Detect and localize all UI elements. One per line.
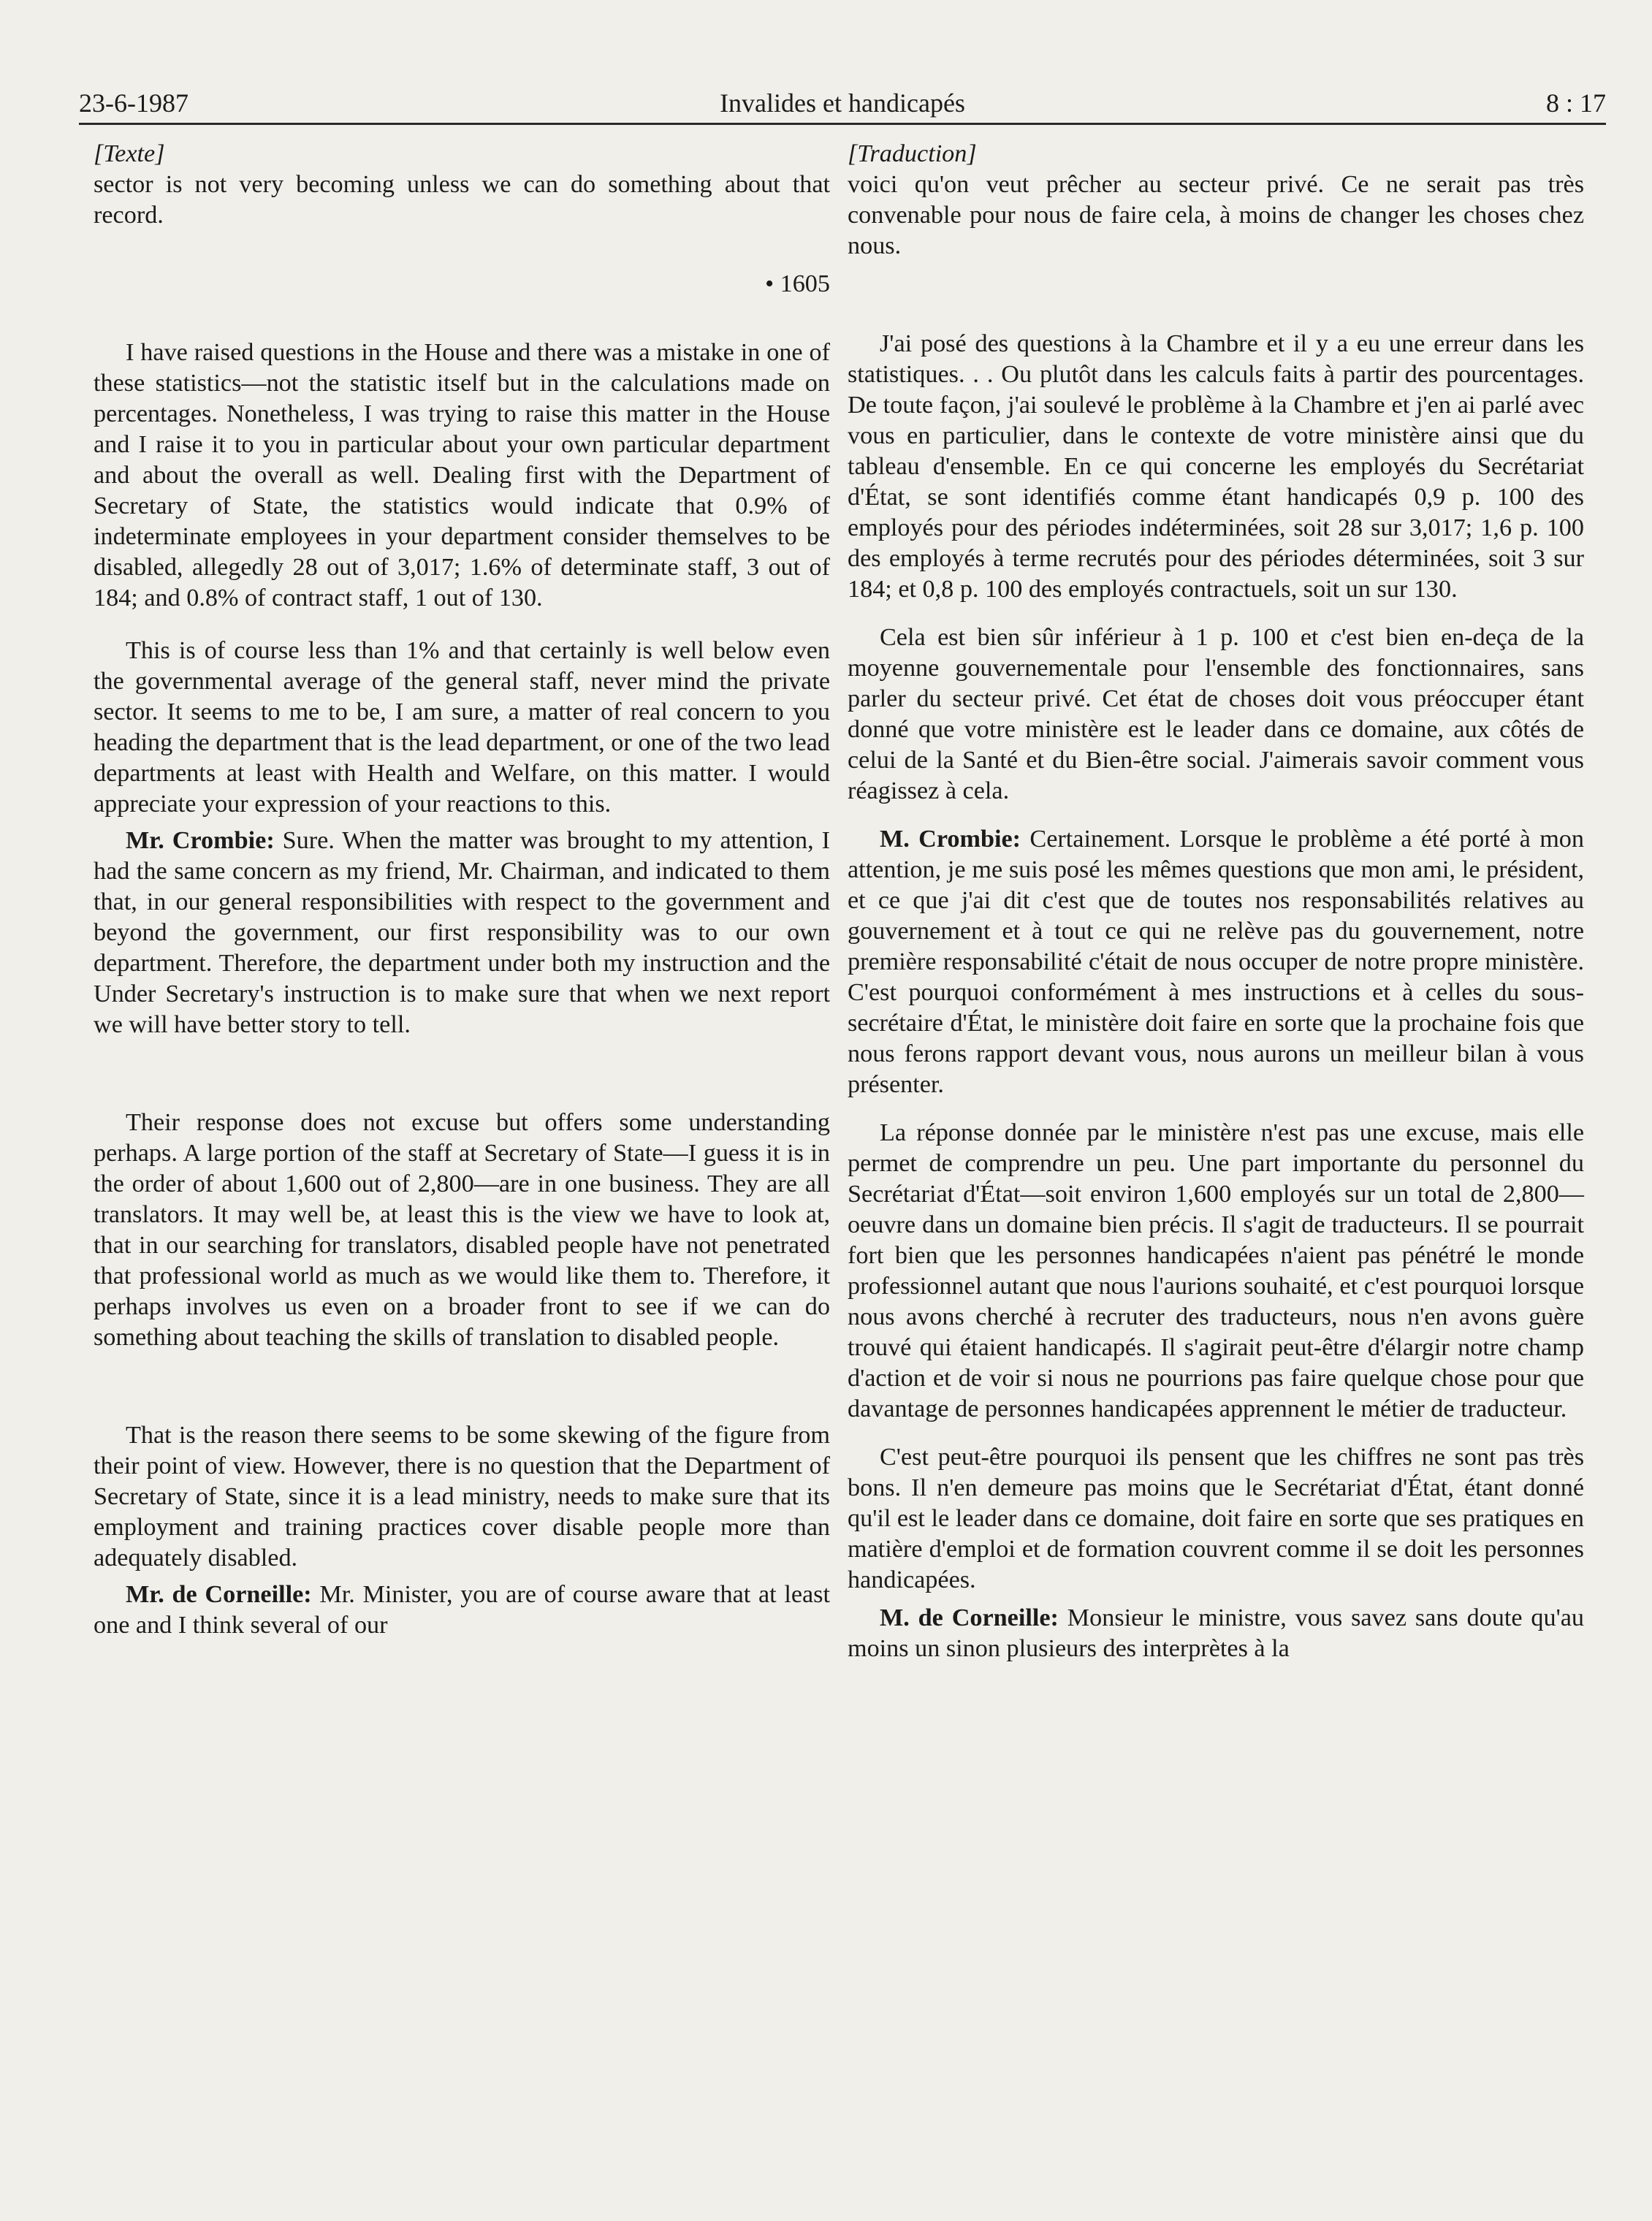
column-label-texte: [Texte] xyxy=(94,140,165,167)
speaker-paragraph xyxy=(94,1580,830,1641)
paragraph: That is the reason there seems to be some skewing of the figure from their point of view. However, there is no question that the Department of Secretary of State, since it is a lead ministry, needs to make sure that its employment and training practices cover disable people more than adequately disabled. xyxy=(94,1422,830,1572)
speaker-paragraph xyxy=(94,826,830,1040)
speaker-paragraph xyxy=(848,824,1584,1100)
speech-text: Certainement. Lorsque le problème a été porté à mon attention, je me suis posé les mêmes questions que mon ami, le président, et ce que j'ai dit c'est que de toutes nos responsabilités relatives au gouvernement et à tout ce qui ne relève pas du gouvernement, notre première responsabilité c'était de nous occuper de notre propre ministère. C'est pourquoi conformément à mes instructions et à celles du sous-secrétaire d'État, le ministère doit faire en sorte que la prochaine fois que nous ferons rapport devant vous, nous aurons un meilleur bilan à vous présenter. xyxy=(848,826,1584,1098)
paragraph: I have raised questions in the House and there was a mistake in one of these statistics—not the statistic itself but in the calculations made on percentages. Nonetheless, I was trying to raise this matter in the House and I raise it to you in particular about your own particular department and about the overall as well. Dealing first with the Department of Secretary of State, the statistics would indicate that 0.9% of indeterminate employees in your department consider themselves to be disabled, allegedly 28 out of 3,017; 1.6% of determinate staff, 3 out of 184; and 0.8% of contract staff, 1 out of 130. xyxy=(94,339,830,612)
paragraph: C'est peut-être pourquoi ils pensent que les chiffres ne sont pas très bons. Il n'en demeure pas moins que le Secrétariat d'État, étant donné qu'il est le leader dans ce domaine, doit faire en sorte que ses pratiques en matière d'emploi et de formation couvrent comme il se doit les personnes handicapées. xyxy=(848,1444,1584,1593)
paragraph: Their response does not excuse but offers some understanding perhaps. A large portion of the staff at Secretary of State—I guess it is in the order of about 1,600 out of 2,800—are in one business. They are all translators. It may well be, at least this is the view we have to look at, that in our searching for translators, disabled people have not penetrated that professional world as much as we would like them to. Therefore, it perhaps involves us even on a broader front to see if we can do something about teaching the skills of translation to disabled people. xyxy=(94,1109,830,1351)
speaker-name: M. Crombie: xyxy=(880,826,1021,853)
english-column xyxy=(94,139,830,1641)
speaker-name: Mr. de Corneille: xyxy=(126,1581,312,1608)
time-marker: • 1605 xyxy=(765,270,830,297)
header-title: Invalides et handicapés xyxy=(720,88,965,118)
paragraph: J'ai posé des questions à la Chambre et il y a eu une erreur dans les statistiques. . . Ou plutôt dans les calculs faits à partir des pourcentages. De toute façon, j'ai soulevé le problème à la Chambre et j'en ai parlé avec vous en particulier, dans le contexte de votre ministère ainsi que du tableau d'ensemble. En ce qui concerne les employés du Secrétariat d'État, se sont identifiés comme étant handicapés 0,9 p. 100 des employés pour des périodes indéterminées, soit 28 sur 3,017; 1,6 p. 100 des employés à terme recrutés pour des périodes déterminées, soit 3 sur 184; et 0,8 p. 100 des employés contractuels, soit un sur 130. xyxy=(848,330,1584,603)
paragraph: Cela est bien sûr inférieur à 1 p. 100 et c'est bien en-deça de la moyenne gouvernementale pour l'ensemble des fonctionnaires, sans parler du secteur privé. Cet état de choses doit vous préoccuper étant donné que votre ministère est le leader dans ce domaine, aux côtés de celui de la Santé et du Bien-être social. J'aimerais savoir comment vous réagissez à cela. xyxy=(848,624,1584,804)
header-page-number: 8 : 17 xyxy=(1545,88,1606,118)
speaker-name: M. de Corneille: xyxy=(880,1604,1059,1631)
french-column xyxy=(848,139,1584,1664)
speech-text: Sure. When the matter was brought to my attention, I had the same concern as my friend, Mr. Chairman, and indicated to them that, in our general responsibilities with respect to the government and beyond the government, our first responsibility was to our own department. Therefore, the department under both my instruction and the Under Secretary's instruction is to make sure that when we next report we will have better story to tell. xyxy=(94,827,830,1038)
speaker-paragraph xyxy=(848,1603,1584,1664)
paragraph: sector is not very becoming unless we can do something about that record. xyxy=(94,171,830,229)
column-label-traduction: [Traduction] xyxy=(848,140,977,167)
header-date: 23-6-1987 xyxy=(79,88,189,118)
paragraph: voici qu'on veut prêcher au secteur privé. Ce ne serait pas très convenable pour nous de faire cela, à moins de changer les choses chez nous. xyxy=(848,171,1584,259)
paragraph: This is of course less than 1% and that certainly is well below even the governmental average of the general staff, never mind the private sector. It seems to me to be, I am sure, a matter of real concern to you heading the department that is the lead department, or one of the two lead departments at least with Health and Welfare, on this matter. I would appreciate your expression of your reactions to this. xyxy=(94,637,830,818)
paragraph: La réponse donnée par le ministère n'est pas une excuse, mais elle permet de comprendre un peu. Une part importante du personnel du Secrétariat d'État—soit environ 1,600 employés sur un total de 2,800—oeuvre dans un domaine bien précis. Il s'agit de traducteurs. Il se pourrait fort bien que les personnes handicapées n'aient pas pénétré le monde professionnel autant que nous l'aurions souhaité, et c'est pourquoi lorsque nous avons cherché à recruter des traducteurs, nous n'en avons guère trouvé qui étaient handicapés. Il s'agirait peut-être d'élargir notre champ d'action et de voir si nous ne pourrions pas faire quelque chose pour que davantage de personnes handicapées apprennent le métier de traducteur. xyxy=(848,1119,1584,1422)
running-header xyxy=(79,79,1606,125)
speech-text: Monsieur le ministre, vous savez sans doute qu'au moins un sinon plusieurs des interprètes à la xyxy=(848,1604,1585,1662)
speaker-name: Mr. Crombie: xyxy=(126,827,275,854)
speech-text: Mr. Minister, you are of course aware that at least one and I think several of our xyxy=(94,1581,830,1639)
